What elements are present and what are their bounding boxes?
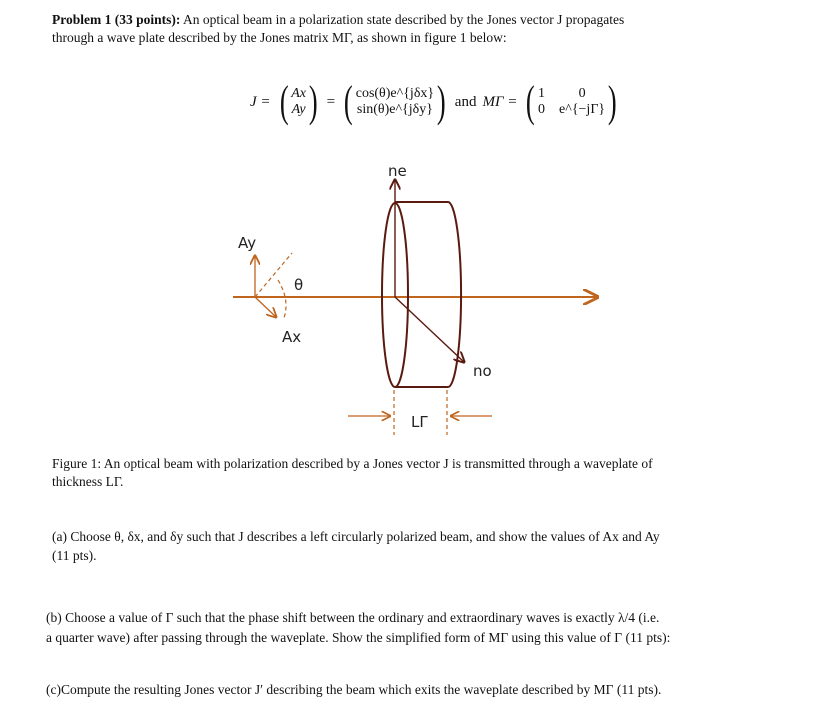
problem-heading: Problem 1 (33 points): [52, 12, 181, 27]
intro-text: An optical beam in a polarization state described by the Jones vector J propagates [183, 12, 625, 27]
label-no: no [473, 362, 492, 380]
plate-back-edge [448, 202, 461, 387]
m11: 1 [538, 85, 546, 101]
eq-J: J = [250, 93, 271, 110]
eq-cos: cos(θ)e^{jδx} [355, 85, 435, 101]
polarization-dashed [255, 253, 292, 297]
eq-and: and [454, 93, 477, 110]
label-Ax: Ax [282, 328, 302, 346]
caption-1: Figure 1: An optical beam with polarization described by a Jones vector J is transmitted through a waveplate of [52, 456, 653, 471]
label-L: LΓ [411, 413, 428, 431]
eq-sin: sin(θ)e^{jδy} [356, 102, 433, 117]
part-c-1: (c)Compute the resulting Jones vector J′ describing the beam which exits the waveplate described by MΓ (11 pts). [46, 682, 662, 697]
m12: 0 [578, 85, 586, 101]
part-b-2: a quarter wave) after passing through the waveplate. Show the simplified form of MΓ using this value of Γ (11 pts): [46, 630, 671, 645]
part-b-1: (b) Choose a value of Γ such that the phase shift between the ordinary and extraordinary waves is exactly λ/4 (i.e. [46, 610, 660, 625]
eq-Ay: Ay [291, 102, 306, 117]
jones-equation: J = ( Ax Ay ) = ( cos(θ)e^{jδx} sin(θ)e^{jδy} ) and MΓ = ( 1 0 0 e^{−jΓ} ) [250, 77, 617, 126]
theta-arc [278, 280, 286, 318]
m22: e^{−jΓ} [559, 102, 606, 117]
m21: 0 [538, 102, 546, 117]
part-a-2: (11 pts). [52, 548, 97, 563]
ax-arrow [255, 297, 276, 317]
label-Ay: Ay [238, 234, 257, 252]
part-a-1: (a) Choose θ, δx, and δy such that J describes a left circularly polarized beam, and show the values of Ax and Ay [52, 529, 660, 544]
eq-Ax: Ax [291, 85, 306, 101]
problem-intro-2: through a wave plate described by the Jones matrix MΓ, as shown in figure 1 below: [52, 30, 507, 45]
eq-M: MΓ = [482, 93, 518, 110]
caption-2: thickness LΓ. [52, 474, 124, 489]
label-ne: ne [388, 162, 407, 180]
eq-equals: = [326, 93, 336, 110]
label-theta: θ [294, 276, 304, 294]
